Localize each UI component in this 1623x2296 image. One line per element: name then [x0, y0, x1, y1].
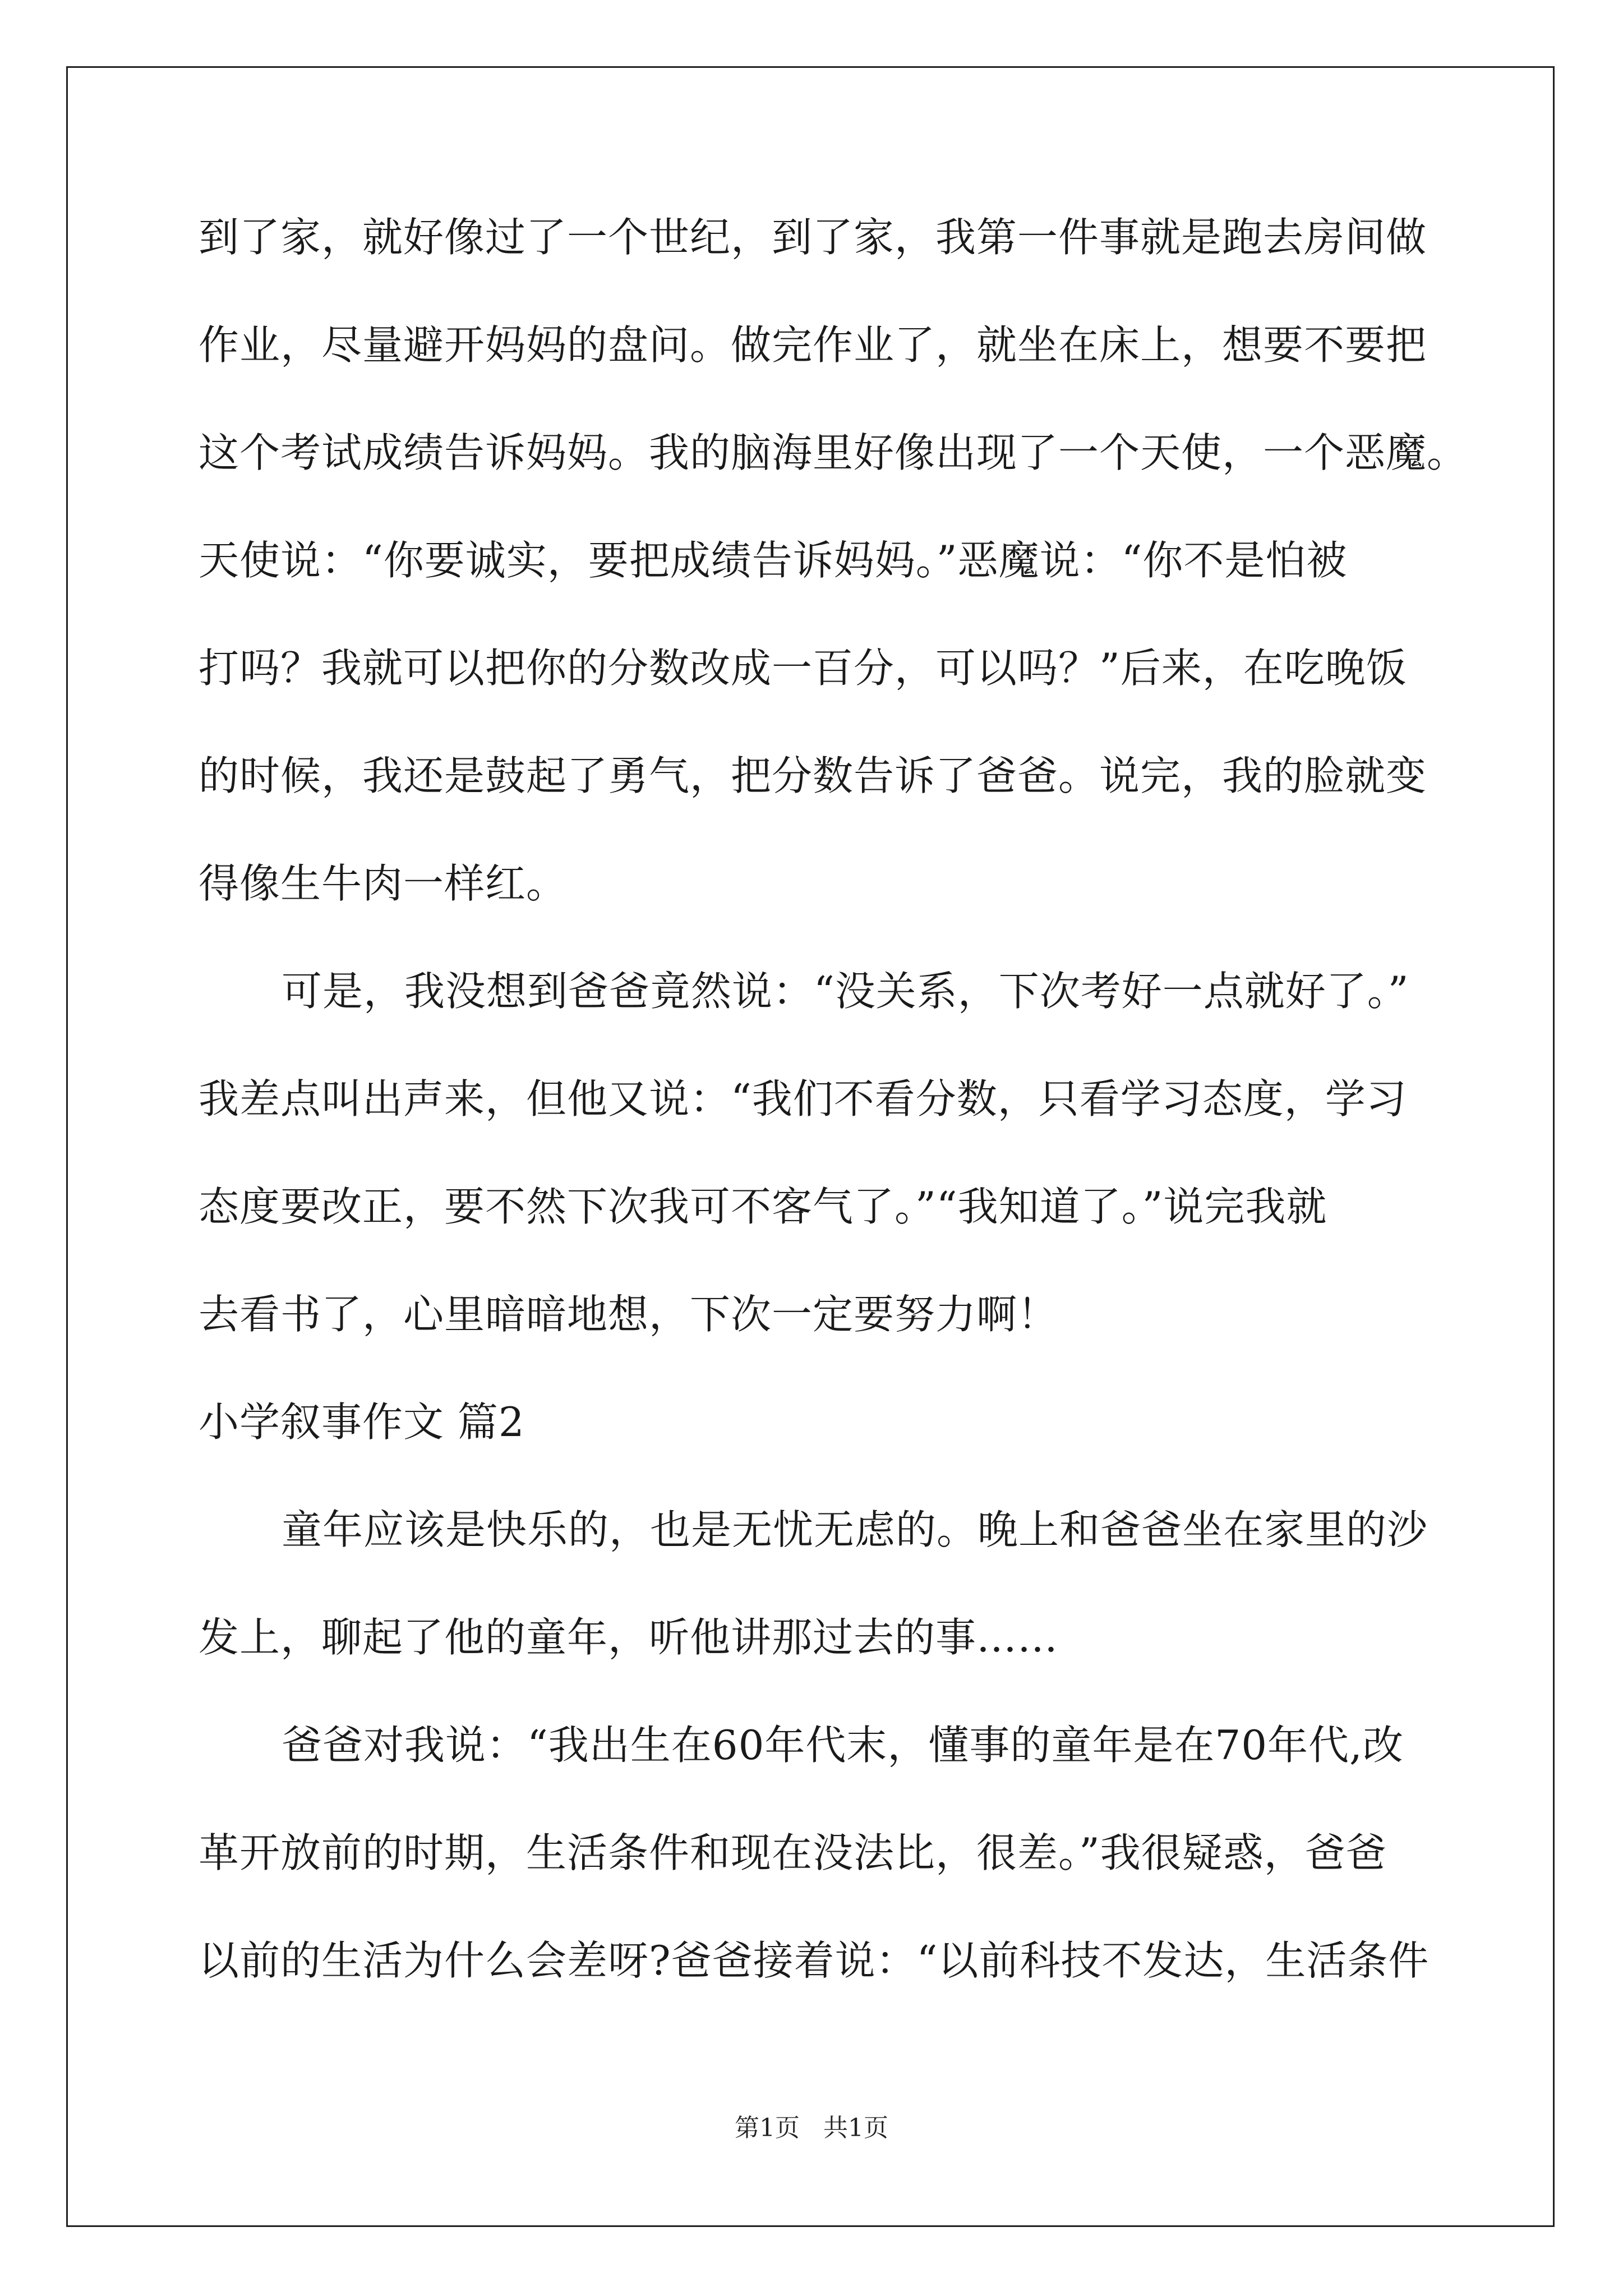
paragraph-first-line: 可是，我没想到爸爸竟然说：“没关系，下次考好一点就好了。”	[282, 968, 1409, 1015]
text-line: 作业，尽量避开妈妈的盘问。做完作业了，就坐在床上，想要不要把	[199, 321, 1427, 369]
text-line: 态度要改正，要不然下次我可不客气了。”“我知道了。”说完我就	[199, 1183, 1327, 1230]
text-line: 打吗？我就可以把你的分数改成一百分，可以吗？”后来，在吃晚饭	[199, 645, 1407, 692]
page-footer: 第1页 共1页	[735, 2114, 888, 2142]
text-line: 我差点叫出声来，但他又说：“我们不看分数，只看学习态度，学习	[199, 1075, 1407, 1122]
document-body	[199, 213, 1468, 2044]
text-line: 这个考试成绩告诉妈妈。我的脑海里好像出现了一个天使，一个恶魔。	[199, 429, 1468, 476]
paragraph-first-line: 爸爸对我说：“我出生在60年代末，懂事的童年是在70年代,改	[282, 1722, 1404, 1769]
text-line: 天使说：“你要诚实，要把成绩告诉妈妈。”恶魔说：“你不是怕被	[199, 537, 1348, 584]
text-line: 去看书了，心里暗暗地想，下次一定要努力啊！	[199, 1291, 1059, 1338]
section-heading: 小学叙事作文 篇2	[199, 1398, 525, 1446]
text-line: 到了家，就好像过了一个世纪，到了家，我第一件事就是跑去房间做	[199, 214, 1427, 261]
text-line: 革开放前的时期，生活条件和现在没法比，很差。”我很疑惑，爸爸	[199, 1829, 1387, 1876]
text-line: 发上，聊起了他的童年，听他讲那过去的事……	[199, 1614, 1059, 1661]
paragraph-first-line: 童年应该是快乐的，也是无忧无虑的。晚上和爸爸坐在家里的沙	[282, 1506, 1428, 1553]
text-line: 以前的生活为什么会差呀?爸爸接着说：“以前科技不发达，生活条件	[199, 1937, 1430, 1984]
text-line: 得像生牛肉一样红。	[199, 860, 568, 907]
text-line: 的时候，我还是鼓起了勇气，把分数告诉了爸爸。说完，我的脸就变	[199, 752, 1427, 799]
